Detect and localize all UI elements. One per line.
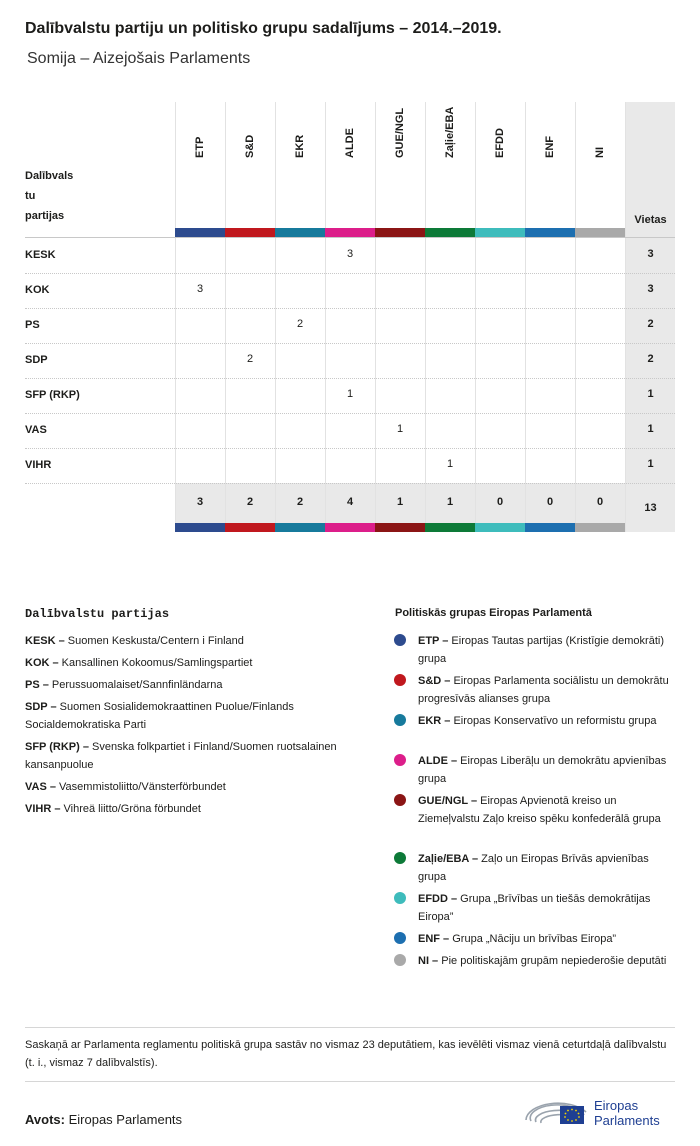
party-legend-item — [25, 698, 345, 734]
group-label: EKR — [294, 134, 306, 158]
group-color-dot — [394, 852, 406, 864]
group-color-bar — [525, 228, 575, 237]
group-legend-item — [418, 930, 678, 948]
footnote: Saskaņā ar Parlamenta reglamentu politiskā grupa sastāv no vismaz 23 deputātiem, kas ievēlēti vismaz vienā ceturtdaļā dalībvalstu (t. i., vismaz 7 dalībvalstīs). — [25, 1039, 667, 1069]
group-header-2 — [275, 102, 325, 228]
group-color-bar — [425, 523, 475, 532]
group-abbr: NI – — [418, 955, 439, 967]
row-total: 2 — [647, 318, 654, 330]
group-abbr: S&D – — [418, 675, 451, 687]
seat-value: 1 — [396, 423, 404, 435]
group-color-bar — [175, 523, 225, 532]
party-abbr: KOK – — [25, 657, 59, 669]
group-total: 4 — [346, 496, 354, 508]
row-total: 1 — [647, 458, 654, 470]
party-legend-item — [25, 632, 345, 650]
group-abbr: GUE/NGL – — [418, 795, 478, 807]
group-header-0 — [175, 102, 225, 228]
group-abbr: Zaļie/EBA – — [418, 853, 479, 865]
party-legend-item — [25, 778, 345, 796]
party-name: Perussuomalaiset/Sannfinländarna — [48, 679, 223, 691]
group-label: S&D — [244, 134, 256, 158]
divider — [25, 1027, 675, 1028]
group-abbr: ETP – — [418, 635, 449, 647]
group-total: 1 — [396, 496, 404, 508]
party-row-label: PS — [25, 319, 40, 331]
party-row-label: VAS — [25, 424, 47, 436]
source-value: Eiropas Parlaments — [68, 1112, 183, 1127]
group-legend-item — [418, 672, 678, 708]
party-abbr: PS – — [25, 679, 49, 691]
header-line — [25, 237, 675, 238]
seat-value: 2 — [296, 318, 304, 330]
group-color-dot — [394, 674, 406, 686]
party-row-label: VIHR — [25, 459, 52, 471]
group-color-bar — [475, 228, 525, 237]
group-color-bar — [375, 228, 425, 237]
seat-value: 1 — [346, 388, 354, 400]
group-color-dot — [394, 954, 406, 966]
group-color-bar — [525, 523, 575, 532]
party-legend-item — [25, 800, 345, 818]
group-label: ENF — [544, 136, 556, 158]
seats-column-header: Vietas — [634, 214, 667, 226]
party-abbr: VIHR – — [25, 803, 61, 815]
group-legend-item — [418, 792, 678, 828]
party-row-label: KESK — [25, 249, 56, 261]
group-legend-item — [418, 850, 678, 886]
party-row-label: SFP (RKP) — [25, 389, 80, 401]
seat-value: 1 — [446, 458, 454, 470]
party-name: Kansallinen Kokoomus/Samlingspartiet — [58, 657, 253, 669]
row-total: 1 — [647, 423, 654, 435]
group-color-bar — [575, 228, 625, 237]
row-divider — [25, 448, 675, 449]
party-legend-item — [25, 654, 345, 672]
chart-subtitle: Somija – Aizejošais Parlaments — [27, 50, 251, 67]
row-total: 3 — [647, 283, 654, 295]
group-legend-item — [418, 632, 678, 668]
group-color-bar — [575, 523, 625, 532]
group-color-bar — [275, 228, 325, 237]
group-name: Eiropas Apvienotā kreiso un Ziemeļvalstu Zaļo kreiso spēku konfederālā grupa — [418, 795, 661, 825]
seat-value: 3 — [196, 283, 204, 295]
party-name: Vasemmistoliitto/Vänsterförbundet — [55, 781, 226, 793]
group-abbr: ENF – — [418, 933, 450, 945]
group-label: ETP — [194, 136, 206, 158]
group-name: Grupa „Nāciju un brīvības Eiropa” — [449, 933, 617, 945]
group-color-bar — [325, 228, 375, 237]
group-header-7 — [525, 102, 575, 228]
group-label: GUE/NGL — [394, 107, 406, 158]
group-name: Pie politiskajām grupām nepiederošie deputāti — [438, 955, 667, 967]
group-total: 2 — [296, 496, 304, 508]
source-label: Avots: — [25, 1112, 65, 1127]
group-color-bar — [225, 228, 275, 237]
party-column-header: Dalībvals tu partijas — [25, 170, 74, 222]
svg-text:Parlaments: Parlaments — [594, 1113, 660, 1128]
group-total: 1 — [446, 496, 454, 508]
group-header-8 — [575, 102, 625, 228]
group-color-bar — [425, 228, 475, 237]
row-divider — [25, 378, 675, 379]
row-divider — [25, 343, 675, 344]
group-color-dot — [394, 714, 406, 726]
group-name: Eiropas Parlamenta sociālistu un demokrātu progresīvās alianses grupa — [418, 675, 669, 705]
group-total: 0 — [596, 496, 604, 508]
group-color-dot — [394, 794, 406, 806]
row-total: 3 — [647, 248, 654, 260]
party-abbr: KESK – — [25, 635, 65, 647]
group-abbr: ALDE – — [418, 755, 458, 767]
seat-value: 3 — [346, 248, 354, 260]
group-color-bar — [225, 523, 275, 532]
group-name: Zaļo un Eiropas Brīvās apvienības grupa — [418, 853, 649, 883]
group-legend-item — [418, 952, 678, 970]
group-total: 2 — [246, 496, 254, 508]
group-color-bar — [275, 523, 325, 532]
group-header-3 — [325, 102, 375, 228]
group-name: Eiropas Konservatīvo un reformistu grupa — [450, 715, 657, 727]
group-header-1 — [225, 102, 275, 228]
group-header-4 — [375, 102, 425, 228]
row-divider — [25, 413, 675, 414]
parties-legend-title: Dalībvalstu partijas — [25, 607, 170, 621]
group-label: EFDD — [494, 128, 506, 158]
party-abbr: SDP – — [25, 701, 57, 713]
group-label: Zaļie/EBA — [444, 106, 456, 158]
party-name: Svenska folkpartiet i Finland/Suomen ruotsalainen kansanpuolue — [25, 741, 337, 771]
eu-parliament-logo-icon — [522, 1090, 682, 1132]
divider — [25, 1081, 675, 1082]
party-abbr: VAS – — [25, 781, 56, 793]
group-legend-item — [418, 752, 678, 788]
groups-legend-title: Politiskās grupas Eiropas Parlamentā — [395, 607, 592, 619]
party-name: Suomen Sosialidemokraattinen Puolue/Finlands Socialdemokratiska Parti — [25, 701, 294, 731]
group-abbr: EKR – — [418, 715, 451, 727]
party-row-label: SDP — [25, 354, 48, 366]
group-color-dot — [394, 754, 406, 766]
group-color-bar — [475, 523, 525, 532]
row-total: 1 — [647, 388, 654, 400]
group-total: 0 — [546, 496, 554, 508]
row-divider — [25, 308, 675, 309]
group-color-dot — [394, 892, 406, 904]
group-abbr: EFDD – — [418, 893, 458, 905]
party-name: Vihreä liitto/Gröna förbundet — [60, 803, 201, 815]
row-divider — [25, 273, 675, 274]
group-total: 3 — [196, 496, 204, 508]
party-legend-item — [25, 738, 345, 774]
group-legend-item — [418, 890, 678, 926]
svg-text:Eiropas: Eiropas — [594, 1098, 639, 1113]
group-name: Grupa „Brīvības un tiešās demokrātijas Eiropa” — [418, 893, 651, 923]
group-label: NI — [594, 147, 606, 158]
group-name: Eiropas Liberāļu un demokrātu apvienības grupa — [418, 755, 667, 785]
group-total: 0 — [496, 496, 504, 508]
group-color-bar — [325, 523, 375, 532]
party-name: Suomen Keskusta/Centern i Finland — [64, 635, 244, 647]
group-header-5 — [425, 102, 475, 228]
group-name: Eiropas Tautas partijas (Kristīgie demokrāti) grupa — [418, 635, 664, 665]
group-legend-item — [418, 712, 678, 730]
group-header-6 — [475, 102, 525, 228]
party-abbr: SFP (RKP) – — [25, 741, 89, 753]
group-color-bar — [375, 523, 425, 532]
chart-title: Dalībvalstu partiju un politisko grupu sadalījums – 2014.–2019. — [25, 20, 502, 37]
group-label: ALDE — [344, 128, 356, 158]
group-color-bar — [175, 228, 225, 237]
group-color-dot — [394, 634, 406, 646]
party-legend-item — [25, 676, 345, 694]
row-total: 2 — [647, 353, 654, 365]
grand-total: 13 — [644, 502, 657, 514]
party-row-label: KOK — [25, 284, 50, 296]
seat-value: 2 — [246, 353, 254, 365]
source — [25, 1112, 182, 1127]
group-color-dot — [394, 932, 406, 944]
row-divider — [25, 483, 675, 484]
